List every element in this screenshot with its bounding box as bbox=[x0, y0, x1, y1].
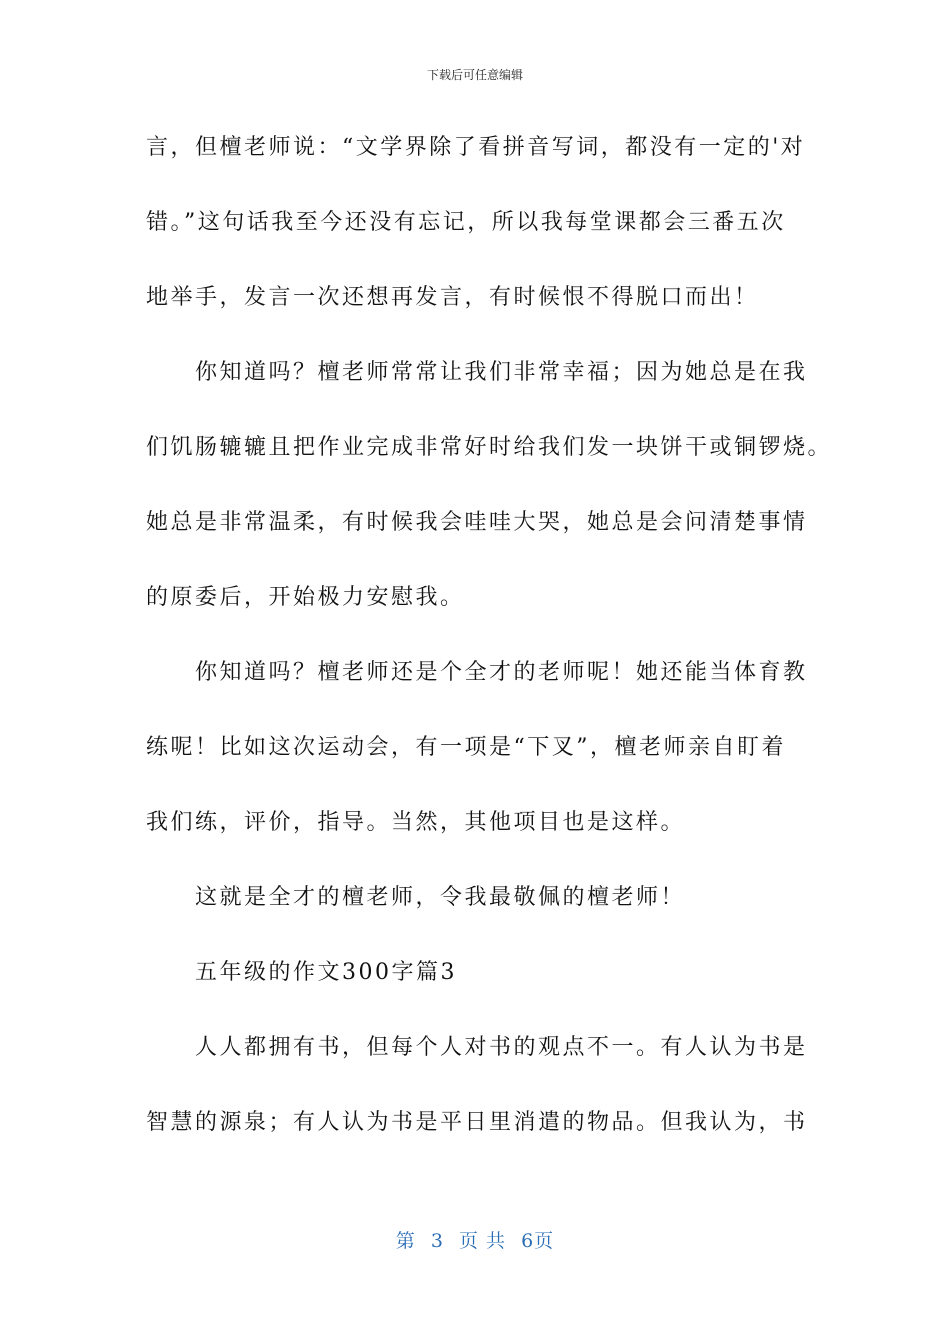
page-header-note: 下载后可任意编辑 bbox=[426, 68, 523, 82]
body-line: 错。”这句话我至今还没有忘记，所以我每堂课都会三番五次 bbox=[146, 210, 786, 235]
footer-middle: 页 共 bbox=[459, 1230, 507, 1252]
body-line: 你知道吗？檀老师常常让我们非常幸福；因为她总是在我 bbox=[146, 360, 808, 385]
body-line: 她总是非常温柔，有时候我会哇哇大哭，她总是会问清楚事情 bbox=[146, 510, 808, 535]
page-number-footer bbox=[0, 1226, 950, 1253]
body-line: 言，但檀老师说：“文学界除了看拼音写词，都没有一定的'对 bbox=[146, 135, 806, 160]
section-heading: 五年级的作文300字篇3 bbox=[146, 960, 457, 985]
footer-page-number: 3 bbox=[430, 1230, 444, 1252]
body-line: 你知道吗？檀老师还是个全才的老师呢！她还能当体育教 bbox=[146, 660, 808, 685]
body-line: 智慧的源泉；有人认为书是平日里消遣的物品。但我认为，书 bbox=[146, 1110, 808, 1135]
body-line: 这就是全才的檀老师，令我最敬佩的檀老师！ bbox=[146, 885, 686, 910]
body-line: 的原委后，开始极力安慰我。 bbox=[146, 585, 465, 610]
body-line: 地举手，发言一次还想再发言，有时候恨不得脱口而出！ bbox=[146, 285, 759, 310]
footer-total-pages: 6页 bbox=[521, 1230, 555, 1252]
body-line: 我们练，评价，指导。当然，其他项目也是这样。 bbox=[146, 810, 686, 835]
body-line: 人人都拥有书，但每个人对书的观点不一。有人认为书是 bbox=[146, 1035, 808, 1060]
body-line: 练呢！比如这次运动会，有一项是“下叉”，檀老师亲自盯着 bbox=[146, 735, 786, 760]
body-line: 们饥肠辘辘且把作业完成非常好时给我们发一块饼干或铜锣烧。 bbox=[146, 435, 833, 460]
footer-prefix: 第 bbox=[395, 1230, 416, 1252]
